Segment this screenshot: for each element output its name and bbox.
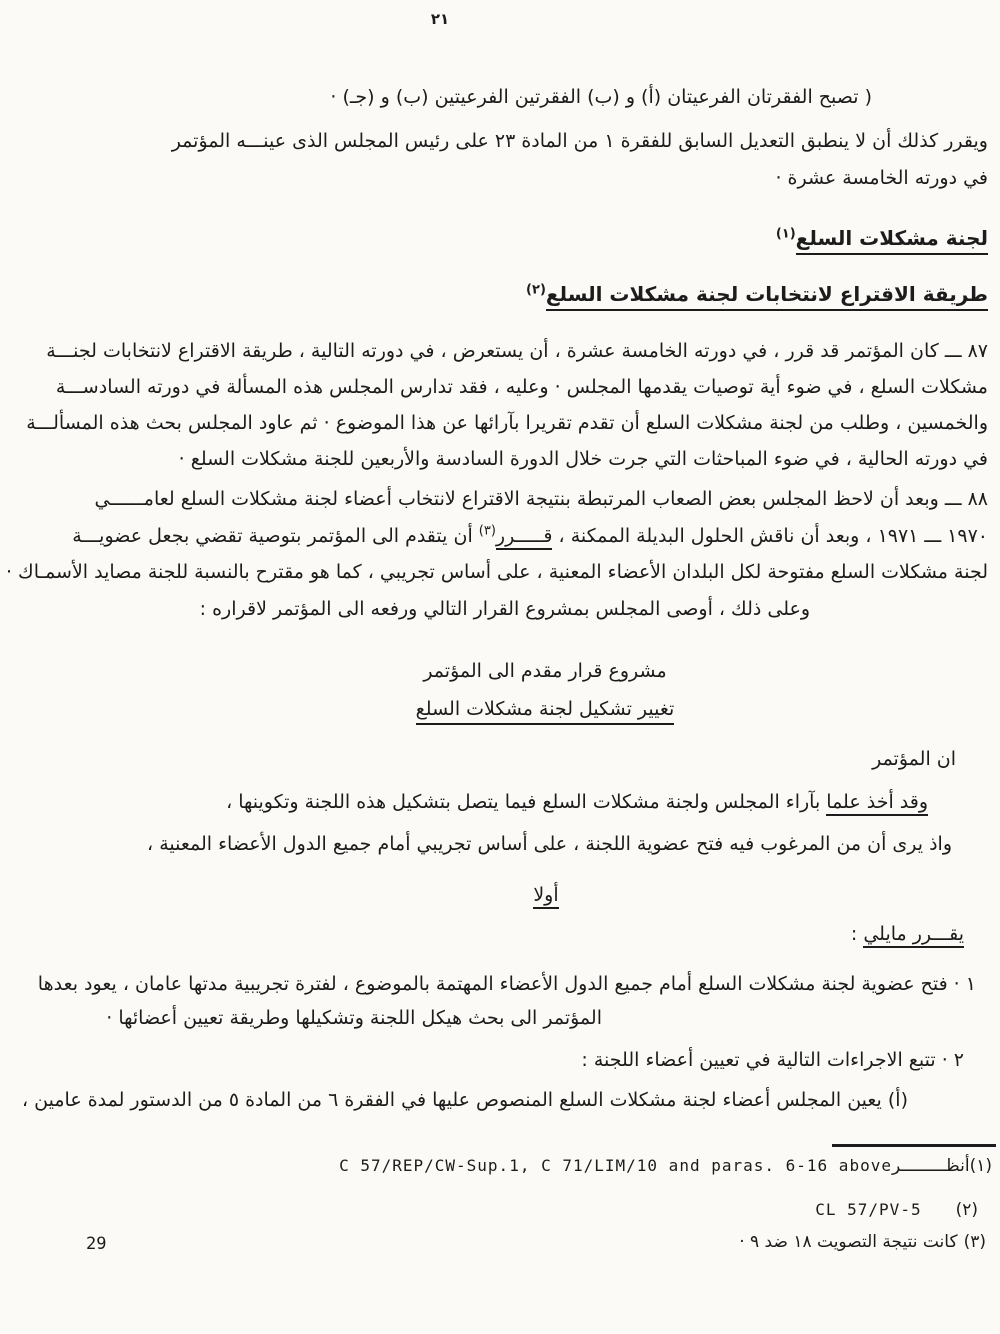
paragraph-87-line-1: ٨٧ ـــ كان المؤتمر قد قرر ، في دورته الخامسة عشرة ، أن يستعرض ، في دورته التالية ، طريقة الاقتراع لانتخابات لجنـــة (46, 340, 988, 362)
paragraph-88-line-1: ٨٨ ـــ وبعد أن لاحظ المجلس بعض الصعاب المرتبطة بنتيجة الاقتراع لانتخاب أعضاء لجنة مشكلات السلع لعامــــــي (94, 488, 988, 510)
footnote-ref-1: (١) (775, 226, 796, 242)
paragraph-87-line-3: والخمسين ، وطلب من لجنة مشكلات السلع أن تقدم تقريرا بآرائها عن هذا الموضوع · ثم عاود المجلس بحث هذه المسألـــة (26, 412, 988, 434)
footnote-1 (339, 1156, 992, 1176)
draft-resolution-subtitle-text: تغيير تشكيل لجنة مشكلات السلع (416, 698, 675, 725)
intro-paragraph-line-1: ويقرر كذلك أن لا ينطبق التعديل السابق للفقرة ١ من المادة ٢٣ على رئيس المجلس الذى عينـــه المؤتمر (171, 130, 988, 152)
footnote-1-see-word: أنظـــــــــر (891, 1156, 970, 1176)
decides-line-underlined: يقـــرر مايلي (863, 923, 964, 948)
section-heading-voting-method-text: طريقة الاقتراع لانتخابات لجنة مشكلات السلع (546, 282, 988, 311)
footnote-3-marker: (٣) (963, 1232, 986, 1252)
paragraph-88-line-4: وعلى ذلك ، أوصى المجلس بمشروع القرار التالي ورفعه الى المؤتمر لاقراره : (199, 598, 810, 620)
paragraph-88-line-2 (72, 521, 988, 551)
section-heading-voting-method (526, 282, 988, 306)
footnote-ref-3: (٣) (478, 523, 496, 539)
paragraph-87-line-4: في دورته الحالية ، في ضوء المباحثات التي جرت خلال الدورة السادسة والأربعين للجنة مشكلات السلع · (178, 448, 988, 470)
operative-item-2: ٢ · تتبع الاجراءات التالية في تعيين أعضاء اللجنة : (581, 1049, 964, 1071)
decides-line (851, 919, 964, 949)
operative-item-1-line-2: المؤتمر الى بحث هيكل اللجنة وتشكيلها وطريقة تعيين أعضائها · (106, 1007, 602, 1029)
bottom-page-number: 29 (86, 1234, 107, 1254)
decides-line-colon: : (850, 923, 864, 945)
preamble-clause-1 (226, 787, 928, 817)
footnote-1-reference: C 57/REP/CW-Sup.1, C 71/LIM/10 and paras. 6-16 above (339, 1156, 892, 1175)
amendment-bracket-line: ( تصبح الفقرتان الفرعيتان (أ) و (ب) الفقرتين الفرعيتين (ب) و (جـ) · (330, 86, 872, 108)
footnote-3-text: كانت نتيجة التصويت ١٨ ضد ٩ · (739, 1232, 958, 1252)
preamble-clause-2: واذ يرى أن من المرغوب فيه فتح عضوية اللجنة ، على أساس تجريبي أمام جميع الدول الأعضاء المعنية ، (147, 833, 952, 855)
decided-word-underlined: قـــــرر (496, 525, 553, 550)
footnote-2-reference: CL 57/PV-5 (815, 1200, 922, 1219)
preamble-clause-1-rest: بآراء المجلس ولجنة مشكلات السلع فيما يتصل بتشكيل هذه اللجنة وتكوينها ، (226, 791, 827, 813)
draft-resolution-subtitle (90, 694, 1000, 724)
section-heading-commodity-committee (776, 226, 988, 250)
footnote-separator-line (832, 1144, 996, 1147)
paragraph-87-line-2: مشكلات السلع ، في ضوء أية توصيات يقدمها المجلس · وعليه ، فقد تدارس المجلس هذه المسألة في دورته السادســـة (55, 376, 988, 398)
footnote-2-marker: (٢) (955, 1200, 978, 1220)
top-page-number: ٢١ (430, 10, 450, 28)
footnote-1-marker: (١) (969, 1156, 992, 1176)
section-heading-commodity-committee-text: لجنة مشكلات السلع (796, 226, 988, 255)
operative-item-1-line-1: ١ · فتح عضوية لجنة مشكلات السلع أمام جميع الدول الأعضاء المهتمة بالموضوع ، لفترة تجريبية مدتها عامان ، يعود بعدها (37, 973, 976, 995)
section-label-first (92, 880, 1000, 910)
paragraph-88-line-3: لجنة مشكلات السلع مفتوحة لكل البلدان الأعضاء المعنية ، على أساس تجريبي ، كما هو مقترح بالنسبة للجنة مصايد الأسمـاك · (5, 561, 988, 583)
intro-paragraph-line-2: في دورته الخامسة عشرة · (775, 167, 988, 189)
footnote-3 (739, 1232, 986, 1252)
operative-item-2a: (أ) يعين المجلس أعضاء لجنة مشكلات السلع المنصوص عليها في الفقرة ٦ من المادة ٥ من الدستور لمدة عامين ، (21, 1089, 908, 1111)
draft-resolution-title: مشروع قرار مقدم الى المؤتمر (423, 660, 667, 682)
preamble-clause-1-underlined: وقد أخذ علما (826, 791, 928, 816)
footnote-2 (815, 1200, 978, 1220)
paragraph-88-line-2-post: أن يتقدم الى المؤتمر بتوصية تقضي بجعل عضويـــة (72, 525, 479, 547)
footnote-ref-2: (٢) (526, 282, 546, 298)
section-label-first-text: أولا (533, 884, 558, 909)
resolution-opening: ان المؤتمر (872, 748, 956, 770)
paragraph-88-line-2-pre: ١٩٧٠ ـــ ١٩٧١ ، وبعد أن ناقش الحلول البديلة الممكنة ، (552, 525, 988, 547)
